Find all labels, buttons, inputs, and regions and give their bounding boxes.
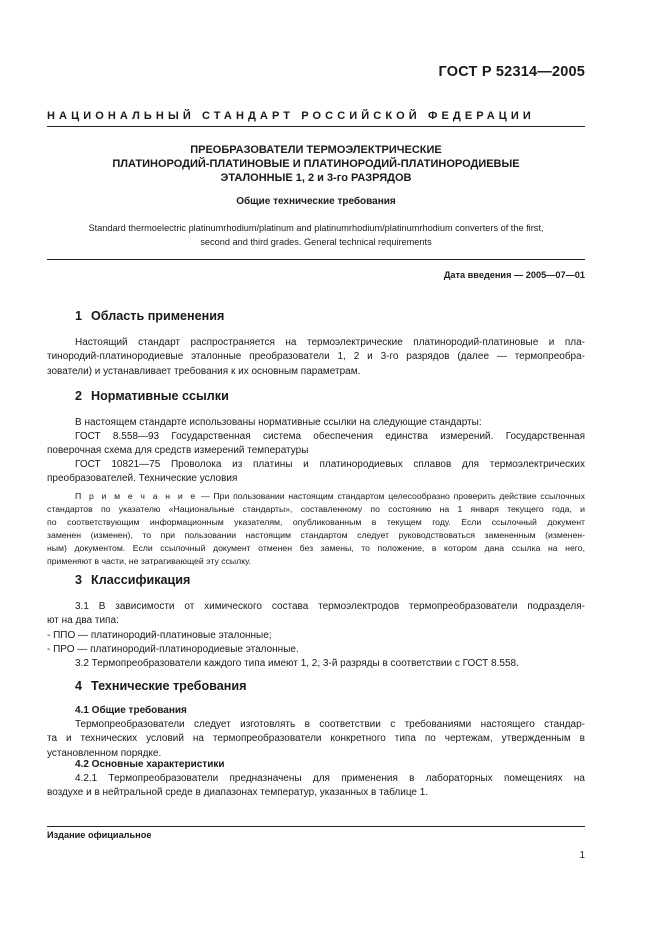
document-subtitle: Общие технические требования [236,196,396,207]
section-number: 3 [75,573,83,587]
section-title: Технические требования [91,679,247,693]
text-line: 4.2.1 Термопреобразователи предназначены для применения в лабораторных помещениях на [75,773,585,784]
text-line: воздухе и в нейтральной среде в диапазонах температур, указанных в таблице 1. [47,787,429,799]
title-line-2: ПЛАТИНОРОДИЙ-ПЛАТИНОВЫЕ И ПЛАТИНОРОДИЙ-ПЛАТИНОРОДИЕВЫЕ [112,157,520,170]
section-number: 4 [75,679,83,693]
section-2-paragraph-1 [47,416,585,430]
note-text: — При пользовании настоящим стандартом целесообразно проверить действие ссылочных [197,491,585,501]
introduction-date: Дата введения — 2005—07—01 [443,270,585,280]
text-line: установленном порядке. [47,747,162,759]
section-title: Нормативные ссылки [91,389,229,403]
text-line: заменен (изменен), то при пользовании настоящим стандартом следует руководствоваться замененным (изменен- [47,529,585,540]
document-code: ГОСТ Р 52314—2005 [438,64,585,80]
text-line: 3.1 В зависимости от химического состава термоэлектродов термопреобразователи подразделя- [75,601,585,612]
text-line: В настоящем стандарте использованы нормативные ссылки на следующие стандарты: [75,417,482,428]
note-label: П р и м е ч а н и е [75,491,198,501]
section-4-2-paragraph [47,772,585,801]
text-line: ют на два типа: [47,615,119,627]
national-standard-heading: НАЦИОНАЛЬНЫЙ СТАНДАРТ РОССИЙСКОЙ ФЕДЕРАЦИИ [47,110,535,122]
section-title: Область применения [91,309,225,323]
edition-label: Издание официальное [47,830,152,840]
section-2-reference-2 [47,458,585,487]
title-line-3: ЭТАЛОННЫЕ 1, 2 и 3-го РАЗРЯДОВ [220,171,412,184]
section-number: 2 [75,389,83,403]
text-line: тинородий-платинородиевые эталонные преобразователи 1, 2 и 3-го разрядов (далее — термопреобра- [47,351,585,363]
english-title-line-2: second and third grades. General technical requirements [200,236,432,247]
section-2-note [47,490,585,567]
text-line: ГОСТ 10821—75 Проволока из платины и платинородиевых сплавов для термоэлектрических [75,459,585,470]
document-title [47,144,585,185]
text-line: применяют в части, не затрагивающей эту ссылку. [47,555,252,566]
section-3-paragraph-1 [47,600,585,671]
text-line [47,490,585,503]
footer-rule [47,826,585,827]
english-title-line-1: Standard thermoelectric platinumrhodium/platinum and platinumrhodium/platinumrhodium converters of the first, [88,223,544,233]
section-1-paragraph [47,336,585,379]
section-1-heading [75,309,224,323]
list-item: - ПРО — платинородий-платинородиевые эталонные. [47,643,299,655]
page-number: 1 [579,850,585,861]
text-line: по соответствующим информационным указателям, опубликованным в текущем году. Если ссылочный документ [47,516,585,527]
text-line: поверочная схема для средств измерений температуры [47,445,309,457]
header-rule [47,126,585,127]
text-line: та и технических условий на термопреобразователи конкретного типа по чертежам, утвержденным в [47,733,585,745]
text-line: Термопреобразователи следует изготовлять в соответствии с требованиями настоящего стандар- [75,719,585,730]
english-title [47,222,585,249]
section-2-reference-1 [47,430,585,459]
section-2-heading [75,389,229,403]
text-line: преобразователей. Технические условия [47,473,238,485]
section-4-1-paragraph [47,718,585,761]
title-line-1: ПРЕОБРАЗОВАТЕЛИ ТЕРМОЭЛЕКТРИЧЕСКИЕ [190,144,442,156]
text-line: ным) документом. Если ссылочный документ отменен без замены, то положение, в котором дана ссылка на него, [47,542,585,553]
text-line: ГОСТ 8.558—93 Государственная система обеспечения единства измерений. Государственная [75,431,585,442]
text-line: Настоящий стандарт распространяется на термоэлектрические платинородий-платиновые и пла- [75,337,585,348]
section-4-heading [75,679,246,693]
list-item: - ППО — платинородий-платиновые эталонные; [47,629,272,641]
section-number: 1 [75,309,83,323]
subsection-4-1-heading: 4.1 Общие требования [75,705,187,716]
title-rule [47,259,585,260]
text-line: 3.2 Термопреобразователи каждого типа имеют 1, 2, 3-й разряды в соответствии с ГОСТ 8.558. [75,658,519,670]
text-line: зователи) и устанавливает требования к их основным параметрам. [47,365,361,377]
section-title: Классификация [91,573,191,587]
section-3-heading [75,573,190,587]
text-line: стандартов по указателю «Национальные стандарты», составленному по состоянию на 1 января текущего года, и [47,503,585,514]
subsection-4-2-heading: 4.2 Основные характеристики [75,759,225,770]
